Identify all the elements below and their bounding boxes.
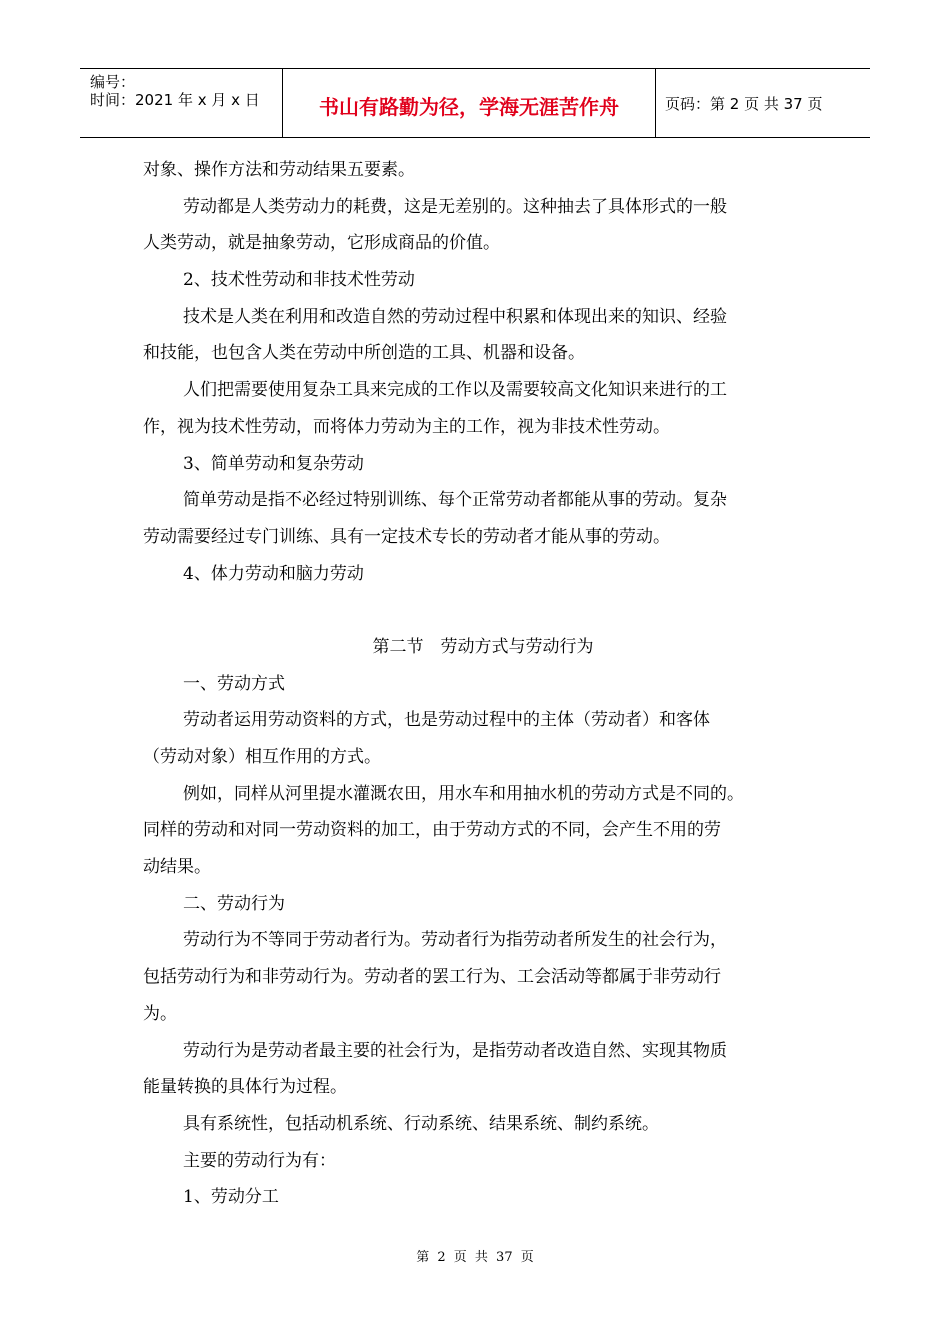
serial-number-label: 编号： (90, 73, 136, 91)
paragraph-line: 人类劳动，就是抽象劳动，它形成商品的价值。 (143, 233, 500, 254)
date-label: 时间：2021 年 x 月 x 日 (90, 91, 260, 109)
paragraph-line: 例如，同样从河里提水灌溉农田，用水车和用抽水机的劳动方式是不同的。 (183, 783, 744, 804)
paragraph-line: 劳动者运用劳动资料的方式，也是劳动过程中的主体（劳动者）和客体 (183, 710, 710, 731)
paragraph-line: 为。 (143, 1003, 177, 1024)
page-info: 页码：第 2 页 共 37 页 (665, 95, 823, 113)
paragraph-line: 动结果。 (143, 857, 211, 878)
section-heading: 4、体力劳动和脑力劳动 (183, 563, 364, 584)
paragraph-line: 劳动行为不等同于劳动者行为。劳动者行为指劳动者所发生的社会行为， (183, 930, 727, 951)
paragraph-line: 主要的劳动行为有： (183, 1150, 336, 1171)
section-heading: 2、技术性劳动和非技术性劳动 (183, 270, 415, 291)
header-motto-cell (282, 69, 656, 137)
section-heading: 二、劳动行为 (183, 893, 285, 914)
section-heading: 3、简单劳动和复杂劳动 (183, 453, 364, 474)
paragraph-line: 包括劳动行为和非劳动行为。劳动者的罢工行为、工会活动等都属于非劳动行 (143, 967, 721, 988)
paragraph-line: 作，视为技术性劳动，而将体力劳动为主的工作，视为非技术性劳动。 (143, 416, 670, 437)
motto: 书山有路勤为径，学海无涯苦作舟 (319, 95, 619, 119)
chapter-title: 第二节 劳动方式与劳动行为 (372, 636, 594, 657)
paragraph-line: 具有系统性，包括动机系统、行动系统、结果系统、制约系统。 (183, 1113, 659, 1134)
paragraph-line: 简单劳动是指不必经过特别训练、每个正常劳动者都能从事的劳动。复杂 (183, 490, 727, 511)
document-header (80, 68, 870, 138)
paragraph-line: 劳动都是人类劳动力的耗费，这是无差别的。这种抽去了具体形式的一般 (183, 196, 727, 217)
header-page-cell (655, 69, 870, 137)
paragraph-line: 对象、操作方法和劳动结果五要素。 (143, 160, 415, 180)
header-meta-cell (80, 69, 282, 137)
page-footer: 第 2 页 共 37 页 (416, 1250, 534, 1265)
paragraph-line: 和技能，也包含人类在劳动中所创造的工具、机器和设备。 (143, 343, 585, 364)
blank-line (143, 592, 823, 629)
paragraph-line: 人们把需要使用复杂工具来完成的工作以及需要较高文化知识来进行的工 (183, 380, 727, 401)
paragraph-line: 同样的劳动和对同一劳动资料的加工，由于劳动方式的不同，会产生不用的劳 (143, 820, 721, 841)
paragraph-line: 能量转换的具体行为过程。 (143, 1077, 347, 1098)
paragraph-line: 劳动需要经过专门训练、具有一定技术专长的劳动者才能从事的劳动。 (143, 526, 670, 547)
paragraph-line: （劳动对象）相互作用的方式。 (143, 747, 381, 767)
paragraph-line: 技术是人类在利用和改造自然的劳动过程中积累和体现出来的知识、经验 (183, 306, 727, 327)
document-body (143, 152, 823, 1216)
paragraph-line: 劳动行为是劳动者最主要的社会行为，是指劳动者改造自然、实现其物质 (183, 1040, 727, 1061)
section-heading: 1、劳动分工 (183, 1187, 279, 1208)
section-heading: 一、劳动方式 (183, 673, 285, 694)
